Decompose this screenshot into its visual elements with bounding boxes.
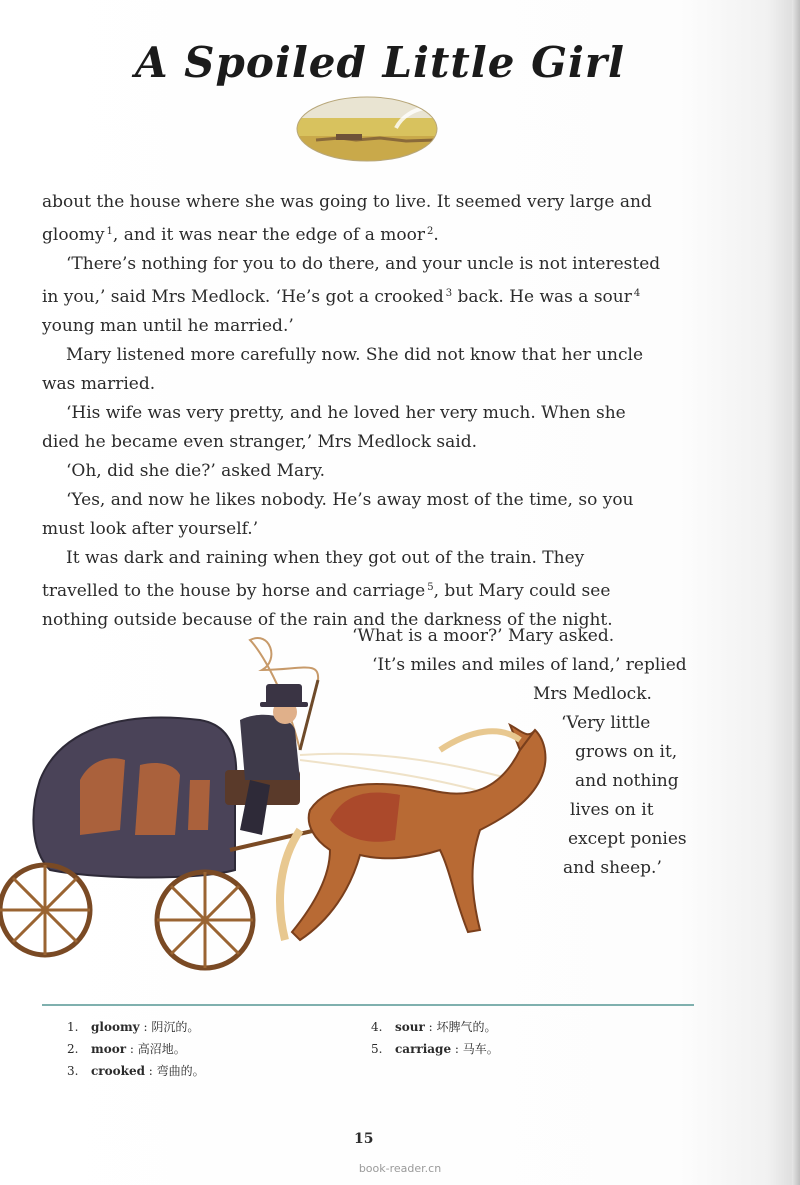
- text-line: It was dark and raining when they got out of the train. They: [66, 548, 585, 568]
- text-line: ‘Yes, and now he likes nobody. He’s away most of the time, so you: [66, 490, 634, 510]
- text-line: was married.: [42, 374, 156, 394]
- text-line: gloomy $^1$, and it was near the edge of a moor $^2$.: [42, 225, 439, 245]
- text-line: grows on it,: [575, 742, 678, 762]
- story-text: [42, 188, 702, 635]
- text-line: died he became even stranger,’ Mrs Medlock said.: [42, 432, 478, 452]
- text-line: lives on it: [570, 800, 654, 820]
- footnote-item: 2. moor : 高沼地。: [67, 1042, 186, 1056]
- text-line: ‘There’s nothing for you to do there, and your uncle is not interested: [66, 254, 661, 274]
- horse-carriage-illustration: [0, 630, 560, 980]
- text-line: Mrs Medlock.: [533, 684, 652, 704]
- footnote-divider: [42, 1004, 694, 1006]
- text-line: travelled to the house by horse and carriage $^5$, but Mary could see: [42, 581, 611, 601]
- text-line: and nothing: [575, 771, 679, 791]
- book-spine-shadow: [792, 0, 800, 1185]
- text-line: ‘His wife was very pretty, and he loved her very much. When she: [66, 403, 626, 423]
- title-vignette-illustration: [296, 96, 438, 162]
- footnote-ref: 4: [633, 288, 641, 299]
- footnote-item: 3. crooked : 弯曲的。: [67, 1064, 205, 1078]
- footnote-ref: 3: [445, 288, 453, 299]
- text-line: and sheep.’: [563, 858, 662, 878]
- text-line: nothing outside because of the rain and the darkness of the night.: [42, 610, 613, 630]
- text-line: young man until he married.’: [42, 316, 294, 336]
- text-line: ‘Very little: [561, 713, 651, 733]
- footnote-ref: 5: [427, 582, 434, 593]
- watermark: book-reader.cn: [358, 1162, 442, 1175]
- footnote-item: 4. sour : 坏脾气的。: [371, 1020, 497, 1034]
- text-line: Mary listened more carefully now. She did not know that her uncle: [66, 345, 644, 365]
- footnote-item: 5. carriage : 马车。: [371, 1042, 499, 1056]
- footnote-ref: 2: [426, 226, 434, 237]
- page-number: 15: [354, 1131, 374, 1147]
- text-line: ‘Oh, did she die?’ asked Mary.: [66, 461, 326, 481]
- text-line: ‘What is a moor?’ Mary asked.: [352, 626, 615, 646]
- text-line: ‘It’s miles and miles of land,’ replied: [372, 655, 687, 675]
- text-line: about the house where she was going to live. It seemed very large and: [42, 192, 652, 212]
- text-line: in you,’ said Mrs Medlock. ‘He’s got a crooked $^3$ back. He was a sour $^4$: [42, 287, 641, 307]
- chapter-title: A Spoiled Little Girl: [134, 38, 626, 87]
- footnote-item: 1. gloomy : 阴沉的。: [67, 1020, 200, 1034]
- text-line: except ponies: [568, 829, 687, 849]
- text-line: must look after yourself.’: [42, 519, 259, 539]
- footnote-ref: 1: [106, 226, 113, 237]
